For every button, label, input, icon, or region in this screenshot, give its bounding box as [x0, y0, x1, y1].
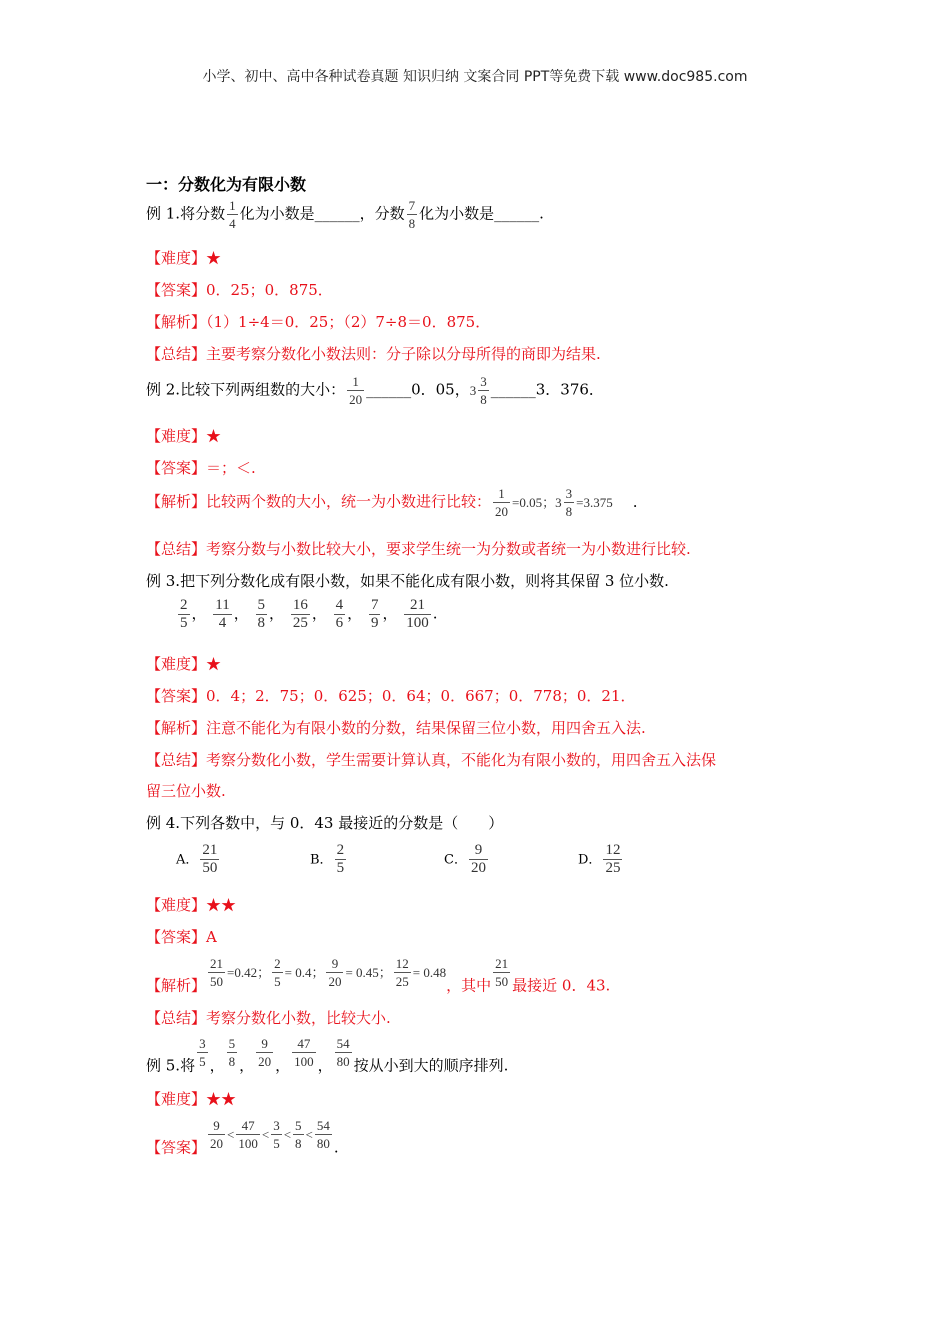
example-2-answer: 【答案】＝；＜. — [146, 459, 256, 477]
fraction: $\frac{9}{20}$ — [470, 842, 486, 876]
example-1-analysis: 【解析】（1）1÷4＝0．25；（2）7÷8＝0．875． — [146, 313, 491, 331]
fraction: $\frac{5}{8}$ — [228, 1036, 236, 1069]
example-1-question: 例 1.将分数 $\frac{1}{4}$ 化为小数是______，分数 $\frac{7}{8}$ 化为小数是______. — [146, 198, 544, 231]
fraction: $\frac{4}{6}$ — [335, 597, 344, 631]
example-3-summary-2: 留三位小数. — [146, 782, 226, 800]
example-5-question: 例 5.将 $\frac{3}{5}$ ， $\frac{5}{8}$ ， $\frac{9}{20}$ ， $\frac{47}{100}$ ， $\frac{54}{80}$ 按从小到大的顺序排列. — [146, 1036, 509, 1075]
example-4-question: 例 4.下列各数中，与 0．43 最接近的分数是（ ） — [146, 814, 504, 832]
fraction: $\frac{21}{100}$ — [406, 597, 429, 631]
fraction: $\frac{5}{8}$ — [295, 1118, 302, 1151]
example-4-option-b: B． $\frac{2}{5}$ — [310, 842, 345, 876]
example-4-difficulty: 【难度】★★ — [146, 896, 237, 914]
example-3-answer: 【答案】0．4；2．75；0．625；0．64；0．667；0．778；0．21． — [146, 687, 636, 705]
fraction: $\frac{7}{8}$ — [408, 198, 416, 231]
fraction: $\frac{47}{100}$ — [238, 1118, 258, 1151]
fraction: $\frac{3}{5}$ — [273, 1118, 280, 1151]
example-1-summary: 【总结】主要考察分数化小数法则：分子除以分母所得的商即为结果. — [146, 345, 601, 363]
example-5-answer: 【答案】 $\frac{9}{20}$ < $\frac{47}{100}$ < $\frac{3}{5}$ < $\frac{5}{8}$ < $\frac{54}{80}$ . — [146, 1118, 339, 1157]
fraction: $\frac{21}{50}$ — [202, 842, 218, 876]
fraction: $\frac{11}{4}$ — [215, 597, 230, 631]
example-1-difficulty: 【难度】★ — [146, 249, 222, 267]
fraction: $\frac{47}{100}$ — [294, 1036, 314, 1069]
fraction: $\frac{3}{8}$ — [480, 374, 487, 407]
fraction: $\frac{12}{25}$ — [395, 956, 409, 989]
example-5-difficulty: 【难度】★★ — [146, 1090, 237, 1108]
example-2-analysis: 【解析】比较两个数的大小，统一为小数进行比较： $\frac{1}{20}$ =0.05；3 $\frac{3}{8}$ =3.375 . — [146, 486, 638, 519]
fraction: $\frac{9}{20}$ — [210, 1118, 224, 1151]
fraction: $\frac{1}{20}$ — [349, 374, 363, 407]
example-3-analysis: 【解析】注意不能化为有限小数的分数，结果保留三位小数，用四舍五入法. — [146, 719, 646, 737]
example-4-answer: 【答案】A — [146, 928, 217, 946]
fraction: $\frac{3}{5}$ — [199, 1036, 206, 1069]
fraction: $\frac{1}{20}$ — [495, 486, 509, 519]
example-3-question: 例 3.把下列分数化成有限小数，如果不能化成有限小数，则将其保留 3 位小数. — [146, 572, 669, 590]
fraction: $\frac{21}{50}$ — [495, 956, 509, 989]
fraction: $\frac{2}{5}$ — [336, 842, 345, 876]
fraction: $\frac{3}{8}$ — [565, 486, 573, 519]
example-4-option-c: C． $\frac{9}{20}$ — [444, 842, 486, 876]
fraction: $\frac{21}{50}$ — [210, 956, 224, 989]
fraction: $\frac{54}{80}$ — [316, 1118, 330, 1151]
fraction: $\frac{1}{4}$ — [229, 198, 236, 231]
example-2-difficulty: 【难度】★ — [146, 427, 222, 445]
example-3-summary-1: 【总结】考察分数化小数，学生需要计算认真，不能化为有限小数的，用四舍五入法保 — [146, 751, 717, 769]
example-4-summary: 【总结】考察分数化小数，比较大小. — [146, 1009, 391, 1027]
fraction: $\frac{5}{8}$ — [257, 597, 266, 631]
example-1-answer: 【答案】0．25；0．875． — [146, 281, 333, 299]
example-3-fractions: $\frac{2}{5}$ ， $\frac{11}{4}$ ， $\frac{5}{8}$ ， $\frac{16}{25}$ ， $\frac{4}{6}$ ， $\frac{7}{9}$ ， $\frac{21}{100}$ . — [180, 597, 438, 631]
fraction: $\frac{9}{20}$ — [328, 956, 342, 989]
example-4-analysis: 【解析】 $\frac{21}{50}$ =0.42； $\frac{2}{5}$ = 0.4； $\frac{9}{20}$ = 0.45； $\frac{12}{25}$ = 0.48，其中 $\frac{21}{50}$ 最接近 0．43. — [146, 956, 611, 995]
example-2-summary: 【总结】考察分数与小数比较大小，要求学生统一为分数或者统一为小数进行比较. — [146, 540, 691, 558]
fraction: $\frac{9}{20}$ — [258, 1036, 272, 1069]
page-header: 小学、初中、高中各种试卷真题 知识归纳 文案合同 PPT等免费下载 www.doc985.com — [202, 69, 748, 85]
fraction: $\frac{7}{9}$ — [370, 597, 379, 631]
fraction: $\frac{2}{5}$ — [274, 956, 281, 989]
example-4-option-d: D． $\frac{12}{25}$ — [578, 842, 621, 876]
fraction: $\frac{16}{25}$ — [292, 597, 308, 631]
fraction: $\frac{2}{5}$ — [180, 597, 188, 631]
section-title: 一：分数化为有限小数 — [146, 175, 307, 194]
fraction: $\frac{54}{80}$ — [336, 1036, 350, 1069]
example-2-question: 例 2.比较下列两组数的大小： $\frac{1}{20}$ ______0．05，3 $\frac{3}{8}$ ______3．376． — [146, 374, 604, 407]
fraction: $\frac{12}{25}$ — [605, 842, 621, 876]
example-4-option-a: A． $\frac{21}{50}$ — [176, 842, 218, 876]
example-3-difficulty: 【难度】★ — [146, 655, 222, 673]
